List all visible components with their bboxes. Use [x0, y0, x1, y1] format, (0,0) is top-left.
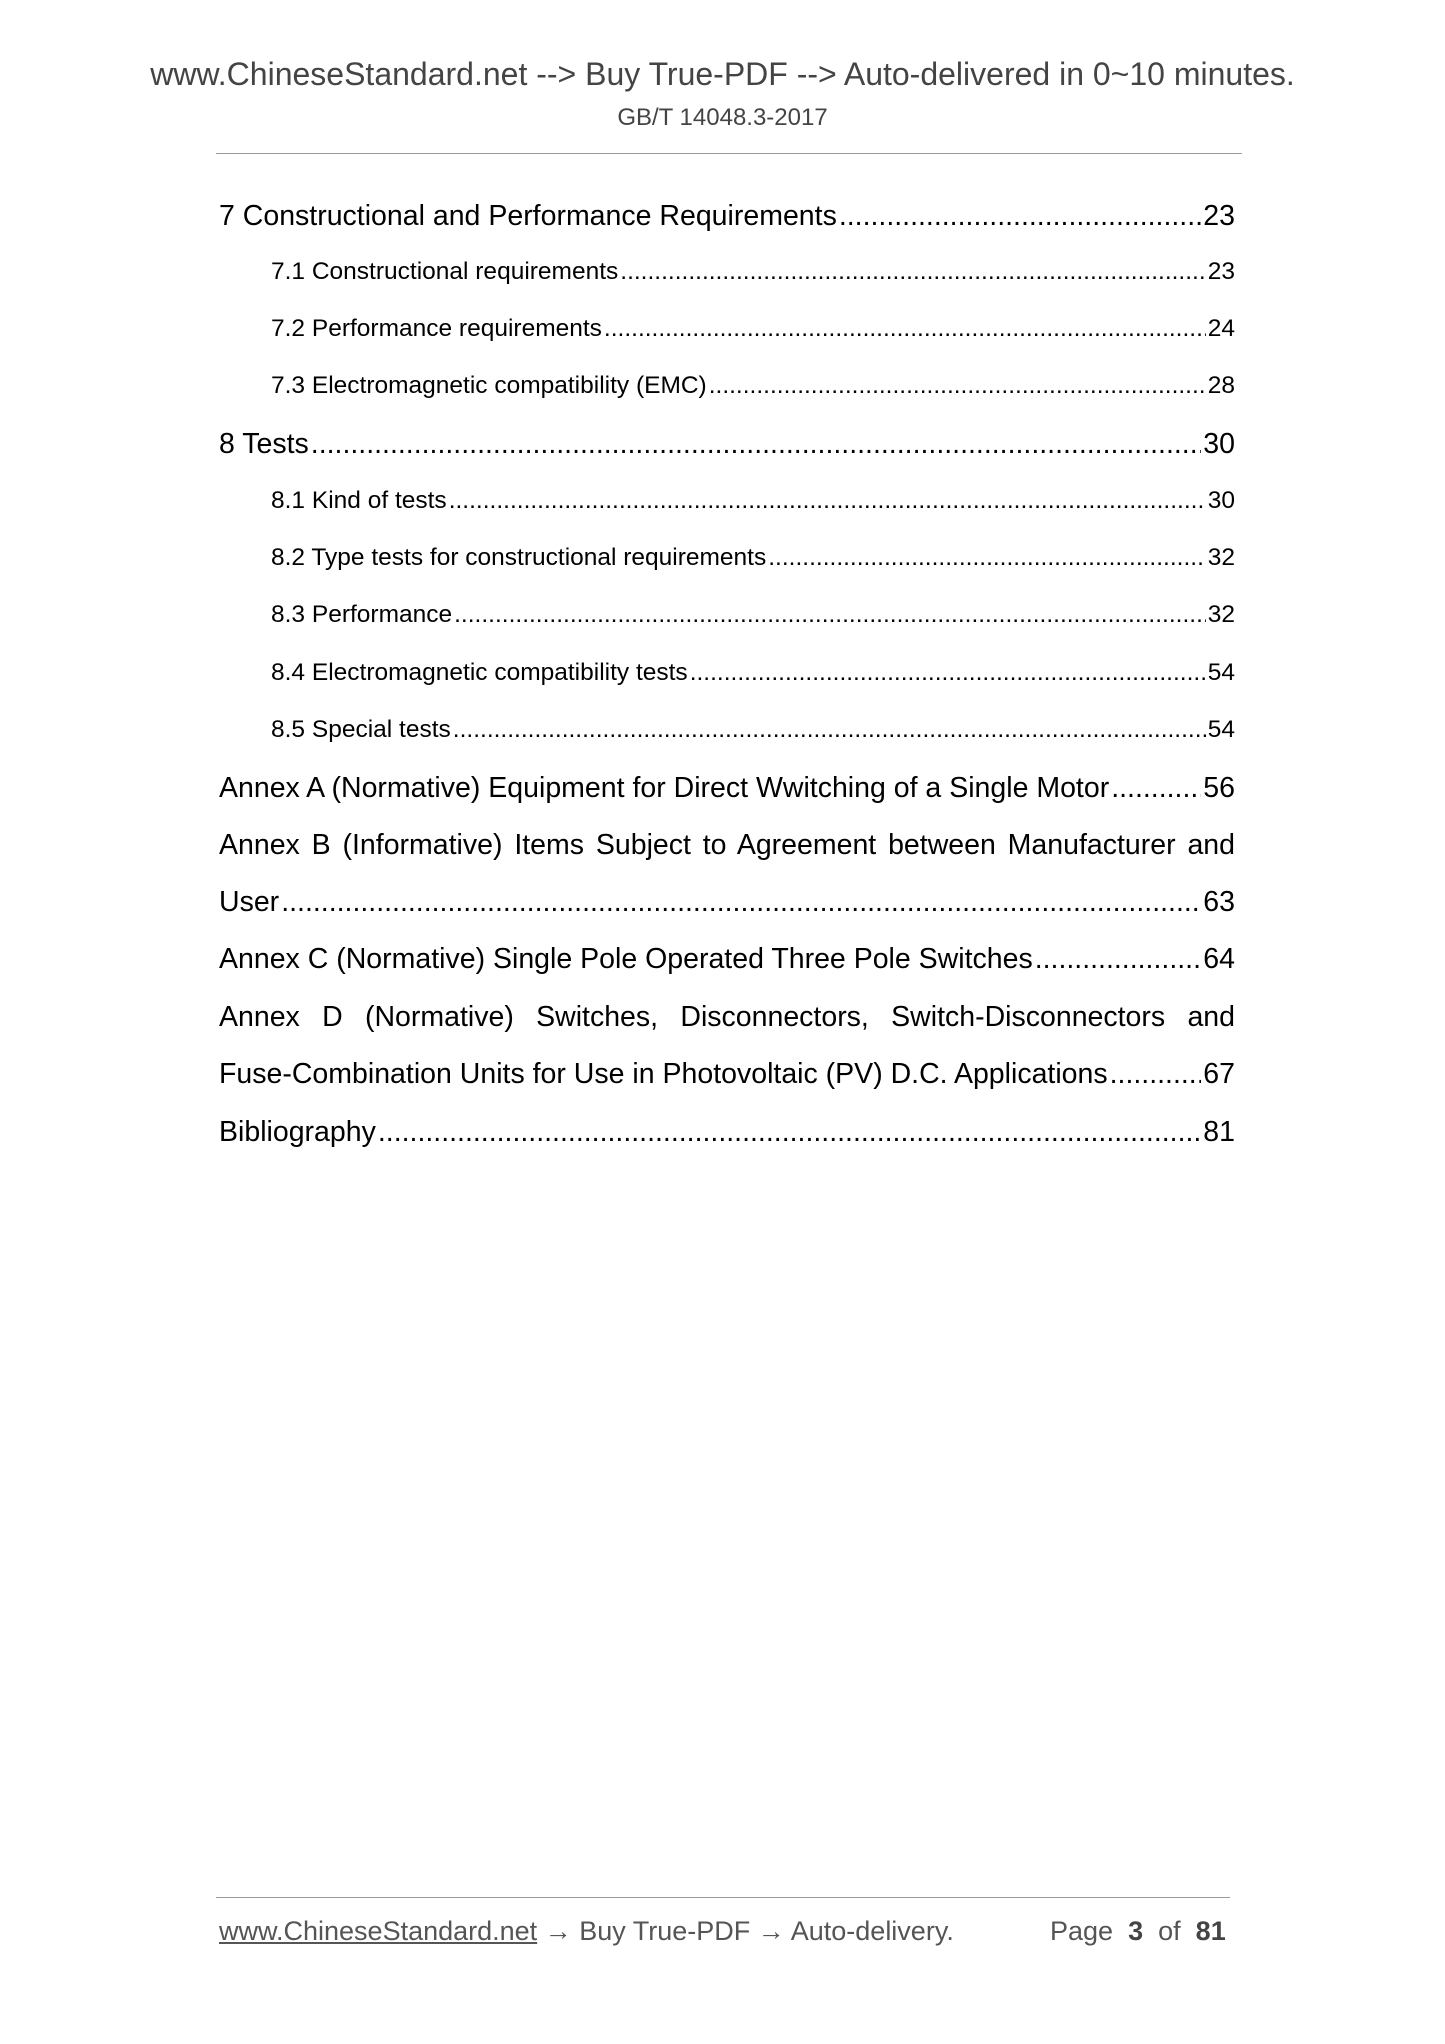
toc-entry-7-2[interactable] — [271, 315, 1235, 343]
document-number: GB/T 14048.3-2017 — [617, 104, 828, 131]
toc-entry-annex-b-title[interactable]: Annex B (Informative) Items Subject to Agreement between Manufacturer and — [219, 829, 1235, 861]
toc-leader-dots — [454, 601, 1206, 629]
toc-leader-dots — [1110, 1058, 1202, 1091]
toc-entry-page: 30 — [1203, 428, 1235, 460]
toc-entry-page: 23 — [1207, 258, 1235, 285]
toc-entry-annex-a[interactable] — [219, 772, 1235, 805]
toc-leader-dots — [839, 200, 1201, 233]
toc-leader-dots — [1035, 943, 1202, 976]
toc-entry-7[interactable] — [219, 200, 1235, 233]
toc-entry-title: Bibliography — [219, 1116, 376, 1148]
toc-entry-page: 64 — [1203, 943, 1235, 975]
toc-entry-title: 8.4 Electromagnetic compatibility tests — [271, 659, 688, 686]
toc-leader-dots — [449, 487, 1206, 515]
toc-entry-page: 23 — [1203, 200, 1235, 232]
toc-leader-dots — [690, 659, 1206, 687]
toc-entry-7-1[interactable] — [271, 258, 1235, 286]
toc-leader-dots — [378, 1116, 1201, 1149]
toc-entry-title: 7 Constructional and Performance Requirements — [219, 200, 837, 232]
toc-entry-page: 28 — [1207, 372, 1235, 399]
toc-entry-8-4[interactable] — [271, 659, 1235, 687]
toc-entry-page: 56 — [1203, 772, 1235, 804]
toc-entry-title: Annex A (Normative) Equipment for Direct Wwitching of a Single Motor — [219, 772, 1110, 804]
toc-entry-8[interactable] — [219, 428, 1235, 461]
toc-entry-title: 7.1 Constructional requirements — [271, 258, 619, 285]
toc-entry-8-3[interactable] — [271, 601, 1235, 629]
toc-entry-page: 54 — [1207, 716, 1235, 743]
toc-entry-8-2[interactable] — [271, 544, 1235, 572]
toc-entry-annex-d-title[interactable]: Annex D (Normative) Switches, Disconnectors, Switch-Disconnectors and — [219, 1001, 1235, 1033]
toc-entry-7-3[interactable] — [271, 372, 1235, 400]
toc-entry-title-continuation: User — [219, 886, 280, 918]
toc-entry-title: 8.5 Special tests — [271, 716, 451, 743]
toc-leader-dots — [768, 544, 1205, 572]
toc-entry-8-5[interactable] — [271, 716, 1235, 744]
toc-leader-dots — [604, 315, 1206, 343]
toc-entry-annex-c[interactable] — [219, 943, 1235, 976]
toc-entry-title: 7.3 Electromagnetic compatibility (EMC) — [271, 372, 707, 399]
footer-tagline: → Buy True-PDF → Auto-delivery. — [537, 1916, 954, 1946]
toc-entry-title: 8.2 Type tests for constructional requirements — [271, 544, 767, 571]
toc-entry-title: 8 Tests — [219, 428, 309, 460]
footer-site-link[interactable]: www.ChineseStandard.net — [219, 1916, 538, 1946]
toc-leader-dots — [709, 372, 1206, 400]
toc-leader-dots — [311, 428, 1202, 461]
page-indicator — [1050, 1916, 1226, 1947]
toc-leader-dots — [453, 716, 1206, 744]
toc-entry-page: 67 — [1203, 1058, 1235, 1090]
toc-entry-8-1[interactable] — [271, 487, 1235, 515]
toc-entry-page: 32 — [1207, 601, 1235, 628]
footer-promo — [219, 1916, 954, 1947]
toc-entry-page: 54 — [1207, 659, 1235, 686]
toc-entry-title-continuation: Fuse-Combination Units for Use in Photovoltaic (PV) D.C. Applications — [219, 1058, 1108, 1090]
toc-entry-page: 81 — [1203, 1116, 1235, 1148]
toc-entry-title: Annex C (Normative) Single Pole Operated Three Pole Switches — [219, 943, 1033, 975]
toc-entry-title: 8.3 Performance — [271, 601, 453, 628]
toc-entry-title: 7.2 Performance requirements — [271, 315, 602, 342]
toc-leader-dots — [281, 886, 1201, 919]
toc-entry-page: 24 — [1207, 315, 1235, 342]
toc-entry-page: 63 — [1203, 886, 1235, 918]
footer-divider — [216, 1897, 1230, 1898]
toc-entry-page: 32 — [1207, 544, 1235, 571]
toc-leader-dots — [620, 258, 1205, 286]
page-total: 81 — [1195, 1916, 1226, 1946]
toc-entry-annex-d[interactable] — [219, 1058, 1235, 1091]
header-divider — [216, 153, 1242, 154]
toc-entry-annex-b[interactable] — [219, 886, 1235, 919]
page-of-label: of — [1158, 1916, 1181, 1946]
toc-entry-bibliography[interactable] — [219, 1116, 1235, 1149]
page-label: Page — [1050, 1916, 1114, 1946]
page-current: 3 — [1128, 1916, 1144, 1946]
toc-entry-page: 30 — [1207, 487, 1235, 514]
toc-leader-dots — [1111, 772, 1201, 805]
toc-entry-title: 8.1 Kind of tests — [271, 487, 447, 514]
header-title: www.ChineseStandard.net --> Buy True-PDF --> Auto-delivered in 0~10 minutes. — [150, 56, 1295, 92]
